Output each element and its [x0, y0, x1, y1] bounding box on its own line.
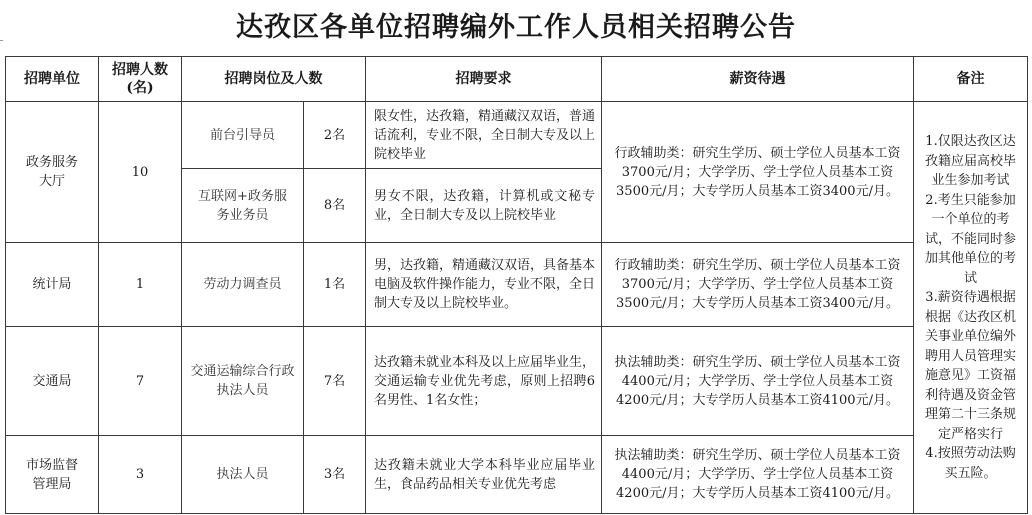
requirement-cell: 达孜籍未就业本科及以上应届毕业生，交通运输专业优先考虑，原则上招聘6名男性、1名女性； [366, 327, 602, 436]
header-salary: 薪资待遇 [602, 57, 914, 102]
unit-cell: 交通局 [6, 327, 99, 436]
position-name: 互联网+政务服务业务员 [182, 169, 304, 243]
header-position: 招聘岗位及人数 [182, 57, 366, 102]
header-unit: 招聘单位 [6, 57, 99, 102]
table-row [6, 243, 1028, 327]
requirement-cell: 限女性，达孜籍，精通藏汉双语，普通话流利，专业不限，全日制大专及以上院校毕业 [366, 102, 602, 169]
position-num: 8名 [304, 169, 366, 243]
unit-cell: 政务服务大厅 [6, 102, 99, 243]
count-cell: 1 [99, 243, 182, 327]
position-name: 前台引导员 [182, 102, 304, 169]
notes-cell: 1.仅限达孜区达孜籍应届高校毕业生参加考试 2.考生只能参加一个单位的考试，不能同时参加其他单位的考试 3.薪资待遇根据根据《达孜区机关事业单位编外聘用人员管理实施意见》工资福利待遇及资金管理第二十三条规定严格实行 4.按照劳动法购买五险。 [914, 102, 1028, 514]
salary-cell: 行政辅助类：研究生学历、硕士学位人员基本工资3700元/月；大学学历、学士学位人员基本工资3500元/月；大专学历人员基本工资3400元/月。 [602, 102, 914, 243]
requirement-cell: 达孜籍未就业大学本科毕业应届毕业生，食品药品相关专业优先考虑 [366, 436, 602, 514]
position-num: 3名 [304, 436, 366, 514]
count-cell: 10 [99, 102, 182, 243]
position-name: 执法人员 [182, 436, 304, 514]
table-row [6, 327, 1028, 436]
header-row [6, 57, 1028, 102]
position-name: 交通运输综合行政执法人员 [182, 327, 304, 436]
salary-cell: 执法辅助类：研究生学历、硕士学位人员基本工资4400元/月；大学学历、学士学位人员基本工资4200元/月；大专学历人员基本工资4100元/月。 [602, 327, 914, 436]
salary-cell: 执法辅助类：研究生学历、硕士学位人员基本工资4400元/月；大学学历、学士学位人员基本工资4200元/月；大专学历人员基本工资4100元/月。 [602, 436, 914, 514]
position-num: 2名 [304, 102, 366, 169]
position-num: 7名 [304, 327, 366, 436]
count-cell: 3 [99, 436, 182, 514]
page-title: 达孜区各单位招聘编外工作人员相关招聘公告 [236, 12, 796, 43]
count-cell: 7 [99, 327, 182, 436]
salary-cell: 行政辅助类：研究生学历、硕士学位人员基本工资3700元/月；大学学历、学士学位人员基本工资3500元/月；大专学历人员基本工资3400元/月。 [602, 243, 914, 327]
requirement-cell: 男，达孜籍，精通藏汉双语，具备基本电脑及软件操作能力，专业不限，全日制大专及以上院校毕业。 [366, 243, 602, 327]
recruitment-table [5, 56, 1028, 514]
header-notes: 备注 [914, 57, 1028, 102]
header-count: 招聘人数 (名) [99, 57, 182, 102]
table-row [6, 436, 1028, 514]
unit-cell: 统计局 [6, 243, 99, 327]
position-name: 劳动力调查员 [182, 243, 304, 327]
table-row [6, 102, 1028, 169]
unit-cell: 市场监督管理局 [6, 436, 99, 514]
position-num: 1名 [304, 243, 366, 327]
requirement-cell: 男女不限，达孜籍，计算机或文秘专业，全日制大专及以上院校毕业 [366, 169, 602, 243]
header-requirements: 招聘要求 [366, 57, 602, 102]
